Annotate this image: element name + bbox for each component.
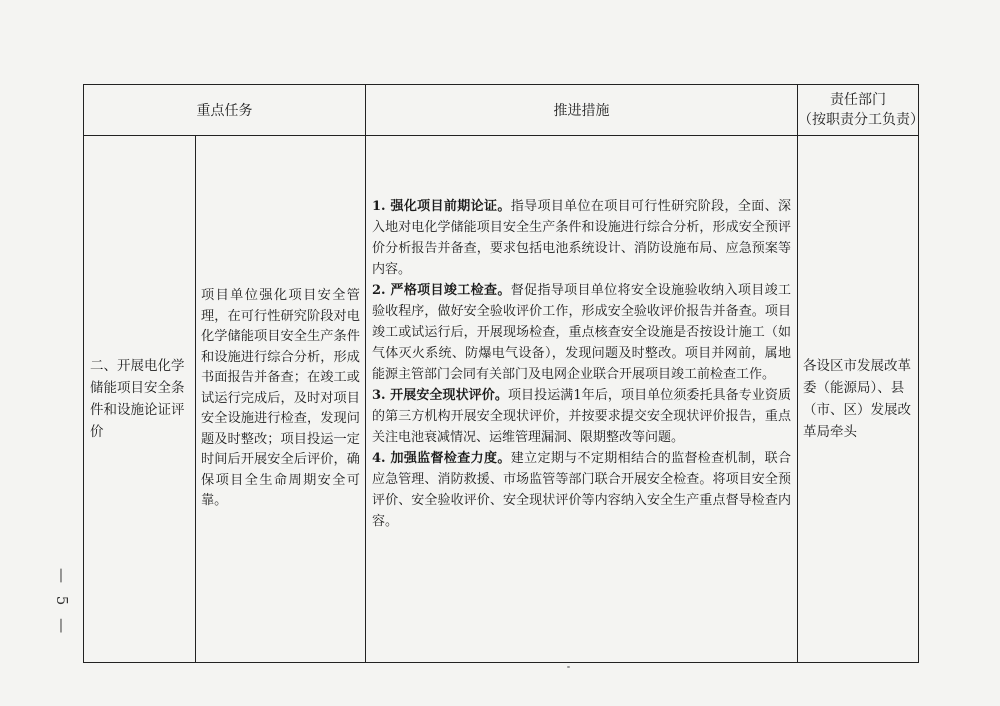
measure-heading: 4. 加强监督检查力度。 [372, 451, 511, 466]
page-number: — 5 — [53, 568, 71, 638]
measure-text: 指导项目单位在项目可行性研究阶段，全面、深入地对电化学储能项目安全生产条件和设施进行综合分析，形成安全预评价分析报告并备查，要求包括电池系统设计、消防设施布局、应急预案等内容。 [372, 199, 791, 277]
table-header-row [84, 85, 919, 136]
category-cell: 二、开展电化学储能项目安全条件和设施论证评价 [84, 136, 196, 663]
measure-item [372, 196, 791, 280]
measure-item [372, 280, 791, 385]
measure-text: 项目投运满1年后，项目单位须委托具备专业资质的第三方机构开展安全现状评价，并按要求提交安全现状评价报告，重点关注电池衰减情况、运维管理漏洞、限期整改等问题。 [372, 388, 791, 445]
task-table [83, 84, 924, 663]
department-cell: 各设区市发展改革委（能源局）、县（市、区）发展改革局牵头 [798, 136, 919, 663]
header-task: 重点任务 [84, 85, 366, 136]
measure-heading: 3. 开展安全现状评价。 [372, 388, 508, 403]
header-department: 责任部门 （按职责分工负责） [798, 85, 919, 136]
measures-cell [366, 136, 798, 663]
measure-text: 建立定期与不定期相结合的监督检查机制，联合应急管理、消防救援、市场监管等部门联合开展安全检查。将项目安全预评价、安全验收评价、安全现状评价等内容纳入安全生产重点督导检查内容。 [372, 451, 791, 529]
measure-heading: 2. 严格项目竣工检查。 [372, 283, 511, 298]
measure-item [372, 385, 791, 448]
table-row [84, 136, 919, 663]
measure-item [372, 448, 791, 532]
header-measures: 推进措施 [366, 85, 798, 136]
measure-heading: 1. 强化项目前期论证。 [372, 199, 511, 214]
scan-speck [567, 666, 570, 668]
task-cell: 项目单位强化项目安全管理，在可行性研究阶段对电化学储能项目安全生产条件和设施进行综合分析，形成书面报告并备查；在竣工或试运行完成后，及时对项目安全设施进行检查，发现问题及时整改；项目投运一定时间后开展安全后评价，确保项目全生命周期安全可靠。 [196, 136, 366, 663]
measure-text: 督促指导项目单位将安全设施验收纳入项目竣工验收程序，做好安全验收评价工作，形成安全验收评价报告并备查。项目竣工或试运行后，开展现场检查，重点核查安全设施是否按设计施工（如气体灭火系统、防爆电气设备），发现问题及时整改。项目并网前，属地能源主管部门会同有关部门及电网企业联合开展项目竣工前检查工作。 [372, 283, 791, 382]
